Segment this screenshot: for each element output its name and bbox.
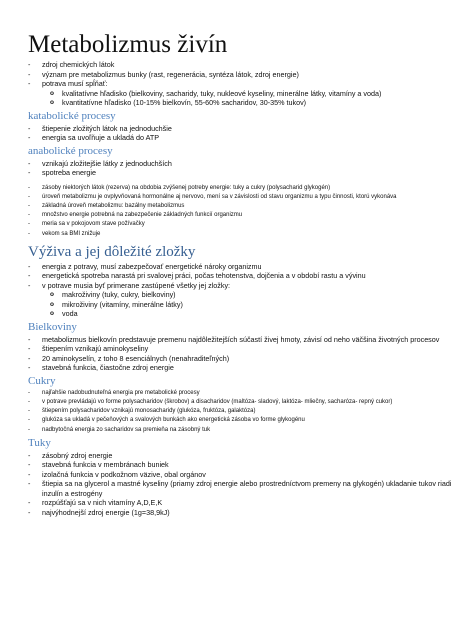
vyziva-list [28, 262, 452, 291]
sub-list-item: o voda [28, 309, 452, 319]
heading-anabolicke: anabolické procesy [28, 144, 113, 157]
heading-cukry: Cukry [28, 374, 56, 387]
list-item: - vznikajú zložitejšie látky z jednoduchších [28, 159, 452, 169]
notes-list [28, 184, 452, 239]
list-item: - úroveň metabolizmu je ovplyvňovaná hormonálne aj nervovo, mení sa v závislosti od stavu organizmu a typu činnosti, ktorú vykonáva [28, 193, 452, 202]
list-item: - nadbytočná energia zo sacharidov sa premieňa na zásobný tuk [28, 426, 452, 435]
list-item: - štiepením vznikajú aminokyseliny [28, 344, 452, 354]
list-item: - v potrave musia byť primerane zastúpené všetky jej zložky: [28, 281, 452, 291]
heading-katabolicke: katabolické procesy [28, 109, 116, 122]
bielkoviny-list [28, 335, 452, 373]
list-item: - glukóza sa ukladá v pečeňových a svalových bunkách ako energetická zásoba vo forme glykogénu [28, 416, 452, 425]
list-item: - štiepenie zložitých látok na jednoduchšie [28, 124, 452, 134]
sub-list-item: o makroživiny (tuky, cukry, bielkoviny) [28, 290, 452, 300]
list-item: - energetická spotreba narastá pri svalovej práci, počas tehotenstva, dojčenia a v období rastu a vývinu [28, 271, 452, 281]
list-item: - metabolizmus bielkovín predstavuje premenu najdôležitejších súčastí živej hmoty, závisí od neho väčšina životných procesov [28, 335, 452, 345]
page-title: Metabolizmus živín [28, 31, 228, 58]
sub-list-item: o kvalitatívne hľadisko (bielkoviny, sacharidy, tuky, nukleové kyseliny, minerálne látky, vitamíny a voda) [28, 89, 452, 99]
list-item: - najvýhodnejší zdroj energie (1g=38,9kJ) [28, 508, 452, 518]
list-item: - potrava musí spĺňať: [28, 79, 452, 89]
list-item: - zásoby niektorých látok (rezerva) na obdobia zvýšenej potreby energie: tuky a cukry (polysacharid glykogén) [28, 184, 452, 193]
list-item: - vekom sa BMI znižuje [28, 230, 452, 239]
list-item: - rozpúšťajú sa v nich vitamíny A,D,E,K [28, 498, 452, 508]
vyziva-sub-list [28, 290, 452, 319]
intro-sub-list [28, 89, 452, 108]
list-item: - množstvo energie potrebná na zabezpečenie základných funkcií organizmu [28, 211, 452, 220]
list-item: - v potrave prevládajú vo forme polysacharidov (škrobov) a disacharidov (maltóza- sladový, laktóza- mliečny, sacharóza- repný cukor) [28, 398, 452, 407]
list-item: - význam pre metabolizmus bunky (rast, regenerácia, syntéza látok, zdroj energie) [28, 70, 452, 80]
list-item: - 20 aminokyselín, z toho 8 esenciálnych (nenahraditeľných) [28, 354, 452, 364]
sub-list-item: o kvantitatívne hľadisko (10-15% bielkovín, 55-60% sacharidov, 30-35% tukov) [28, 98, 452, 108]
list-item: - zásobný zdroj energie [28, 451, 452, 461]
heading-bielkoviny: Bielkoviny [28, 320, 77, 333]
list-item: - energia z potravy, musí zabezpečovať energetické nároky organizmu [28, 262, 452, 272]
list-item: - štiepením polysacharidov vznikajú monosacharidy (glukóza, fruktóza, galaktóza) [28, 407, 452, 416]
list-item: - spotreba energie [28, 168, 452, 178]
cukry-list [28, 389, 452, 435]
list-item: - základná úroveň metabolizmu: bazálny metabolizmus [28, 202, 452, 211]
list-item: - stavebná funkcia, čiastočne zdroj energie [28, 363, 452, 373]
list-item: - najľahšie nadobudnuteľná energia pre metabolické procesy [28, 389, 452, 398]
list-item: - izolačná funkcia v podkožnom väzive, obal orgánov [28, 470, 452, 480]
list-item: - zdroj chemických látok [28, 60, 452, 70]
list-item: - meria sa v pokojovom stave požívačky [28, 220, 452, 229]
heading-tuky: Tuky [28, 436, 51, 449]
katabolicke-list [28, 124, 452, 143]
intro-list [28, 60, 452, 89]
list-item: - energia sa uvoľňuje a ukladá do ATP [28, 133, 452, 143]
list-item: - stavebná funkcia v membránach buniek [28, 460, 452, 470]
list-item: - štiepia sa na glycerol a mastné kyseliny (priamy zdroj energie alebo prostredníctvom premeny na glykogén) ukladanie tukov riadi inzulín a estrogény [28, 479, 452, 498]
anabolicke-list [28, 159, 452, 178]
tuky-list [28, 451, 452, 518]
sub-list-item: o mikroživiny (vitamíny, minerálne látky) [28, 300, 452, 310]
heading-vyziva: Výživa a jej dôležité zložky [28, 243, 196, 260]
